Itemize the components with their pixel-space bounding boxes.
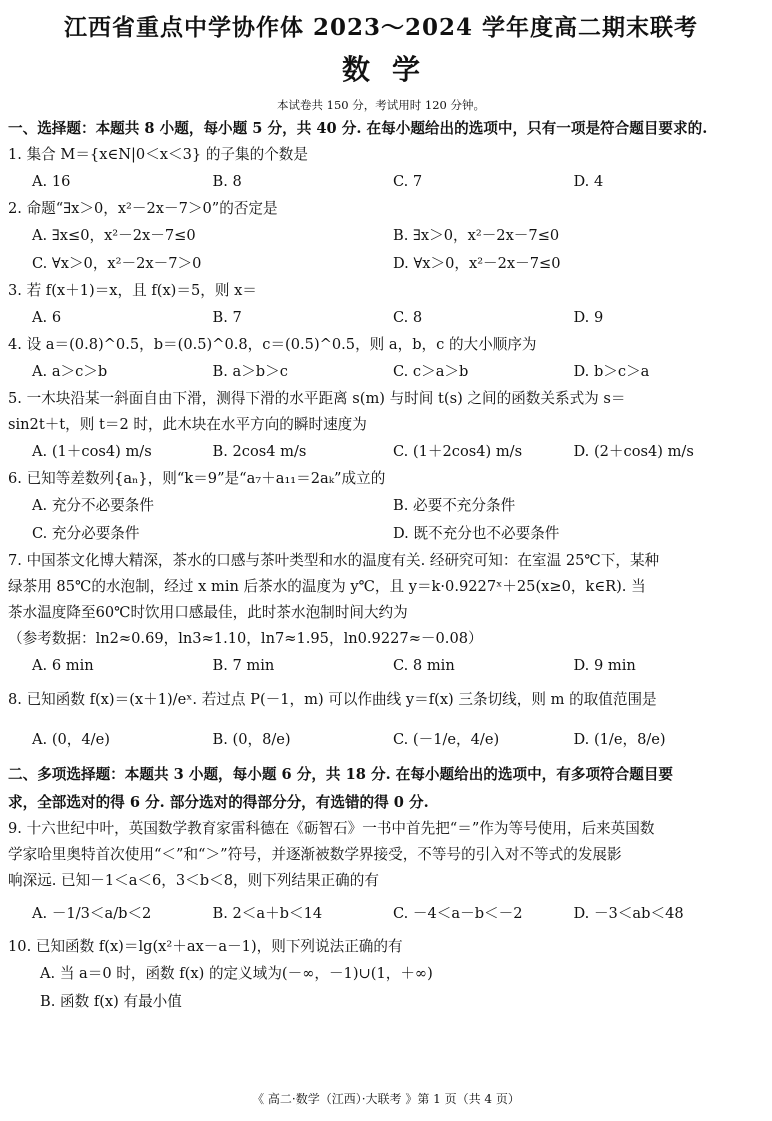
question-5-options <box>8 438 754 466</box>
section-2-heading-line2: 求，全部选对的得 6 分. 部分选对的得部分分，有选错的得 0 分. <box>8 794 429 811</box>
question-3-options <box>8 304 754 332</box>
option-c: C. (－1/e，4/e) <box>393 731 500 748</box>
option-c: C. ∀x＞0，x²－2x－7＞0 <box>32 255 202 272</box>
question-2-options-row1 <box>8 222 754 250</box>
section-1-heading: 一、选择题：本题共 8 小题，每小题 5 分，共 40 分. 在每小题给出的选项中，只有一项是符合题目要求的. <box>8 120 708 137</box>
option-c: C. －4＜a－b＜－2 <box>393 905 523 922</box>
exam-note: 本试卷共 150 分，考试用时 120 分钟。 <box>276 98 486 112</box>
question-9-line2: 学家哈里奥特首次使用“＜”和“＞”符号，并逐渐被数学界接受，不等号的引入对不等式的发展影 <box>8 846 622 863</box>
option-d: D. 既不充分也不必要条件 <box>393 525 560 542</box>
option-d: D. －3＜ab＜48 <box>573 905 684 922</box>
question-1: 1. 集合 M＝{x∈N|0＜x＜3} 的子集的个数是 <box>8 146 308 163</box>
question-6-options-row1 <box>8 492 754 520</box>
option-b: B. 7 min <box>212 657 275 674</box>
question-6-options-row2 <box>8 520 754 548</box>
question-7-line3: 茶水温度降至60℃时饮用口感最佳，此时茶水泡制时间大约为 <box>8 604 408 621</box>
option-a: A. ∃x≤0，x²－2x－7≤0 <box>32 227 196 244</box>
option-c: C. 8 <box>393 309 423 326</box>
page-footer: 《 高二·数学（江西）·大联考 》第 1 页（共 4 页） <box>252 1092 520 1106</box>
option-a: A. 6 <box>32 309 62 326</box>
option-a: A. 16 <box>32 173 71 190</box>
question-10-option-b: B. 函数 f(x) 有最小值 <box>40 993 182 1010</box>
subject-title: 数学 <box>341 53 442 86</box>
question-5-line2: sin2t＋t，则 t＝2 时，此木块在水平方向的瞬时速度为 <box>8 416 367 433</box>
option-d: D. b＞c＞a <box>573 363 650 380</box>
question-4: 4. 设 a＝(0.8)^0.5，b＝(0.5)^0.8，c＝(0.5)^0.5，则 a，b，c 的大小顺序为 <box>8 336 537 353</box>
option-d: D. (1/e，8/e) <box>573 731 666 748</box>
option-d: D. 9 <box>573 309 604 326</box>
option-a: A. (0，4/e) <box>32 731 110 748</box>
exam-title: 江西省重点中学协作体 2023～2024 学年度高二期末联考 <box>63 14 699 41</box>
option-b: B. 2＜a＋b＜14 <box>212 905 323 922</box>
question-7-line1: 7. 中国茶文化博大精深，茶水的口感与茶叶类型和水的温度有关. 经研究可知：在室温 25℃下，某种 <box>8 552 660 569</box>
option-a: A. 充分不必要条件 <box>32 497 154 514</box>
question-7-options <box>8 652 754 680</box>
option-b: B. 7 <box>212 309 242 326</box>
question-8: 8. 已知函数 f(x)＝(x＋1)/eˣ. 若过点 P(－1，m) 可以作曲线 y＝f(x) 三条切线，则 m 的取值范围是 <box>8 691 657 708</box>
question-9-line3: 响深远. 已知－1＜a＜6，3＜b＜8，则下列结果正确的有 <box>8 872 379 889</box>
option-b: B. (0，8/e) <box>212 731 291 748</box>
question-3: 3. 若 f(x＋1)＝x，且 f(x)＝5，则 x＝ <box>8 282 257 299</box>
option-a: A. a＞c＞b <box>32 363 108 380</box>
question-8-options <box>8 720 754 760</box>
option-c: C. 8 min <box>393 657 455 674</box>
option-d: D. 9 min <box>573 657 636 674</box>
question-4-options <box>8 358 754 386</box>
option-a: A. －1/3＜a/b＜2 <box>32 905 152 922</box>
option-c: C. (1＋2cos4) m/s <box>393 443 523 460</box>
question-6: 6. 已知等差数列{aₙ}，则“k＝9”是“a₇＋a₁₁＝2aₖ”成立的 <box>8 470 386 487</box>
option-a: A. 6 min <box>32 657 94 674</box>
option-b: B. 必要不充分条件 <box>393 497 516 514</box>
question-10: 10. 已知函数 f(x)＝lg(x²＋ax－a－1)，则下列说法正确的有 <box>8 938 403 955</box>
option-c: C. 7 <box>393 173 423 190</box>
option-b: B. ∃x＞0，x²－2x－7≤0 <box>393 227 560 244</box>
option-d: D. ∀x＞0，x²－2x－7≤0 <box>393 255 561 272</box>
option-b: B. 8 <box>212 173 242 190</box>
option-b: B. 2cos4 m/s <box>212 443 307 460</box>
question-1-options <box>8 168 754 196</box>
option-b: B. a＞b＞c <box>212 363 288 380</box>
question-7-line4: （参考数据：ln2≈0.69，ln3≈1.10，ln7≈1.95，ln0.9227≈－0.08） <box>8 630 483 647</box>
option-c: C. c＞a＞b <box>393 363 469 380</box>
option-d: D. 4 <box>573 173 604 190</box>
question-2: 2. 命题“∃x＞0，x²－2x－7＞0”的否定是 <box>8 200 278 217</box>
question-2-options-row2 <box>8 250 754 278</box>
option-d: D. (2＋cos4) m/s <box>573 443 694 460</box>
option-a: A. (1＋cos4) m/s <box>32 443 152 460</box>
question-7-line2: 绿茶用 85℃的水泡制，经过 x min 后茶水的温度为 y℃，且 y＝k·0.9227ˣ＋25(x≥0，k∈R). 当 <box>8 578 646 595</box>
section-2-heading-line1: 二、多项选择题：本题共 3 小题，每小题 6 分，共 18 分. 在每小题给出的选项中，有多项符合题目要 <box>8 766 674 783</box>
question-5-line1: 5. 一木块沿某一斜面自由下滑，测得下滑的水平距离 s(m) 与时间 t(s) 之间的函数关系式为 s＝ <box>8 390 626 407</box>
option-c: C. 充分必要条件 <box>32 525 140 542</box>
question-10-option-a: A. 当 a＝0 时，函数 f(x) 的定义域为(－∞，－1)∪(1，＋∞) <box>40 965 433 982</box>
question-9-options <box>8 894 754 934</box>
question-9-line1: 9. 十六世纪中叶，英国数学教育家雷科德在《砺智石》一书中首先把“＝”作为等号使用，后来英国数 <box>8 820 655 837</box>
